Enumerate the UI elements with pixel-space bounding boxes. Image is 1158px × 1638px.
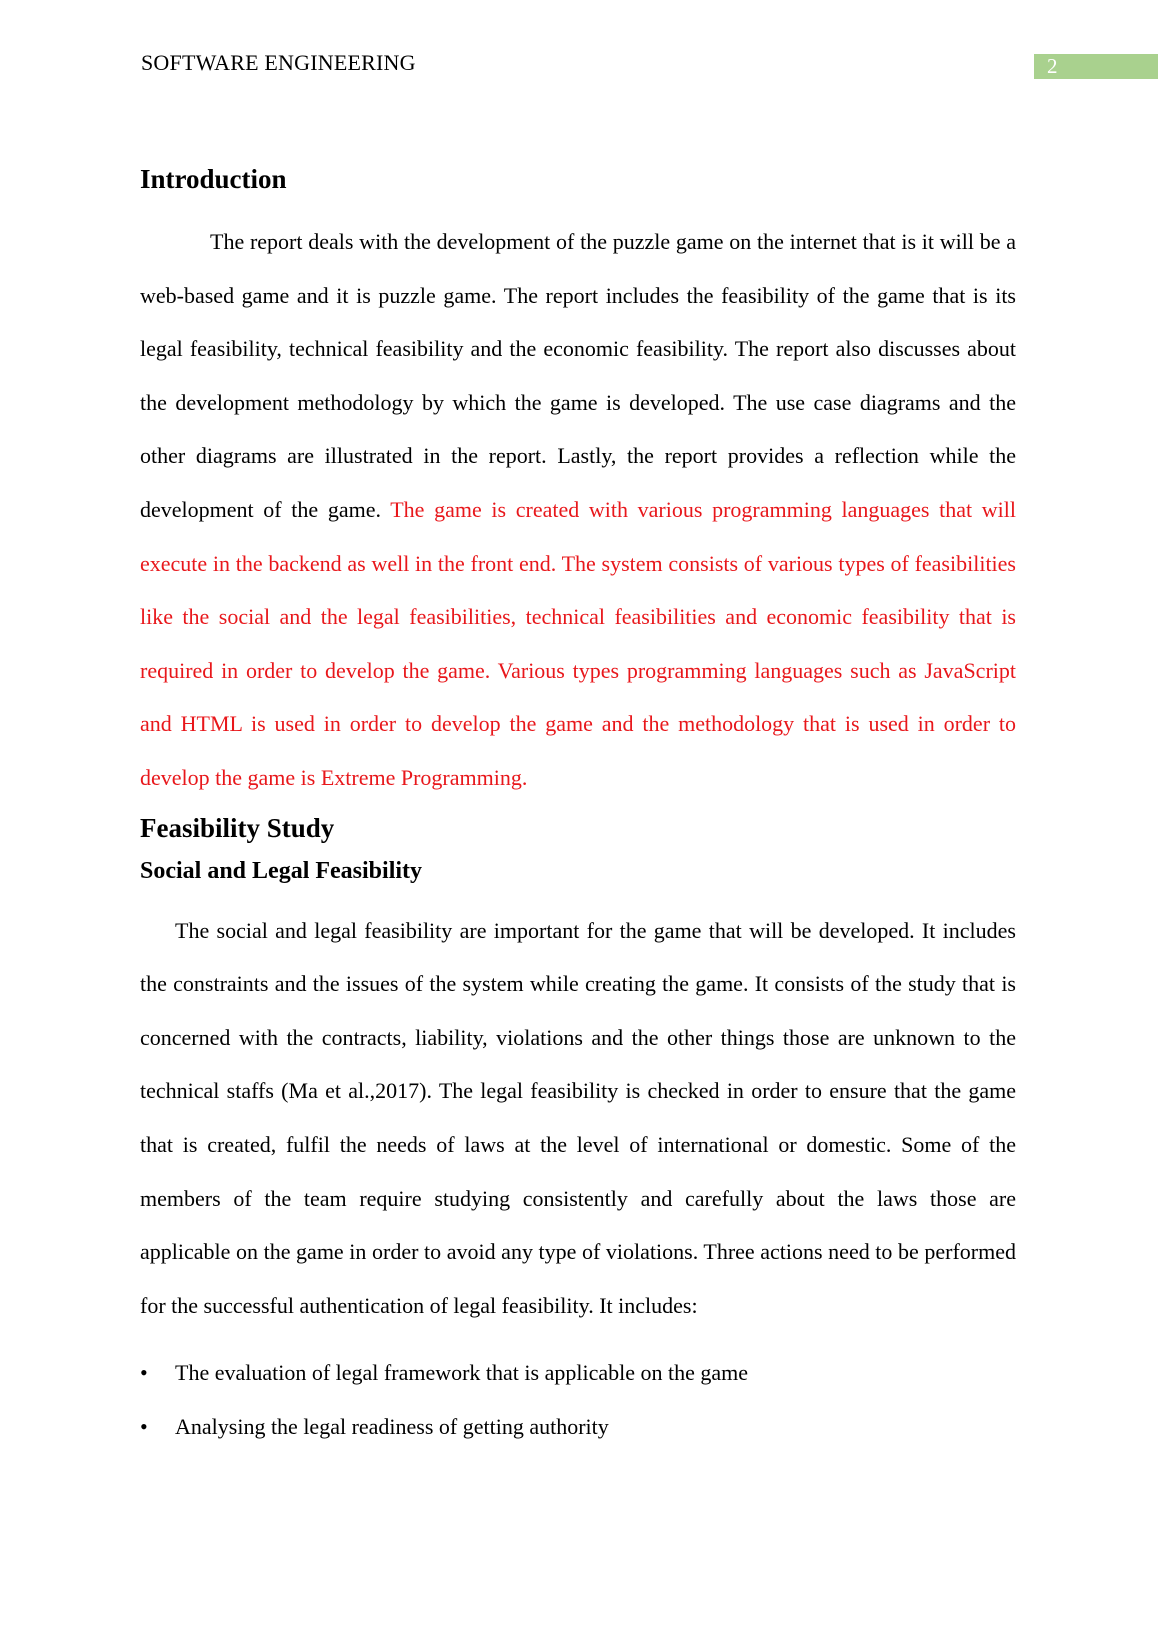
legal-actions-list [140, 1346, 1016, 1453]
bullet-icon: • [140, 1413, 148, 1439]
introduction-heading: Introduction [140, 164, 287, 194]
bullet-icon: • [140, 1360, 148, 1386]
running-head: SOFTWARE ENGINEERING [141, 50, 416, 75]
introduction-text-black: The report deals with the development of the puzzle game on the internet that is it will be a web-based game and it is puzzle game. The report includes the feasibility of the game that is its legal feasibility, technical feasibility and the economic feasibility. The report also discusses about the development methodology by which the game is developed. The use case diagrams and the other diagrams are illustrated in the report. Lastly, the report provides a reflection while the development of the game. [140, 229, 1016, 522]
social-legal-feasibility-paragraph: The social and legal feasibility are important for the game that will be developed. It includes the constraints and the issues of the system while creating the game. It consists of the study that is concerned with the contracts, liability, violations and the other things those are unknown to the technical staffs (Ma et al.,2017). The legal feasibility is checked in order to ensure that the game that is created, fulfil the needs of laws at the level of international or domestic. Some of the members of the team require studying consistently and carefully about the laws those are applicable on the game in order to avoid any type of violations. Three actions need to be performed for the successful authentication of legal feasibility. It includes: [140, 917, 1016, 1318]
document-body [140, 156, 1016, 1453]
list-item [140, 1346, 1016, 1400]
feasibility-study-heading: Feasibility Study [140, 812, 335, 843]
list-item-text: The evaluation of legal framework that is applicable on the game [175, 1360, 748, 1386]
list-item [140, 1400, 1016, 1454]
introduction-paragraph [140, 215, 1016, 805]
introduction-text-red: The game is created with various programming languages that will execute in the backend as well in the front end. The system consists of various types of feasibilities like the social and the legal feasibilities, technical feasibilities and economic feasibility that is required in order to develop the game. Various types programming languages such as JavaScript and HTML is used in order to develop the game and the methodology that is used in order to develop the game is Extreme Programming. [140, 496, 1017, 790]
social-legal-feasibility-heading: Social and Legal Feasibility [140, 857, 423, 884]
list-item-text: Analysing the legal readiness of getting authority [175, 1413, 609, 1439]
page-number-badge: 2 [1034, 54, 1158, 79]
